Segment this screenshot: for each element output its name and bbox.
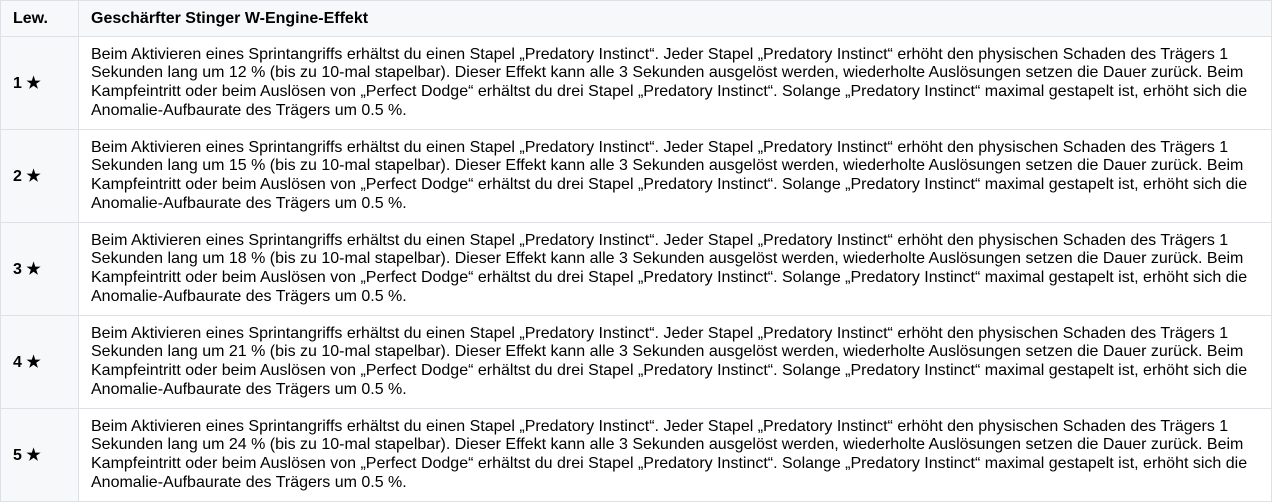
level-cell: 1 ★ [1,37,79,130]
level-cell: 3 ★ [1,223,79,316]
table-row [1,409,1272,502]
table-row [1,223,1272,316]
table-row [1,130,1272,223]
level-cell: 2 ★ [1,130,79,223]
effect-cell: Beim Aktivieren eines Sprintangriffs erhältst du einen Stapel „Predatory Instinct“. Jeder Stapel „Predatory Instinct“ erhöht den physischen Schaden des Trägers 1 Sekunden lang um 21 % (bis zu 10-mal stapelbar). Dieser Effekt kann alle 3 Sekunden ausgelöst werden, wiederholte Auslösungen setzen die Dauer zurück. Beim Kampfeintritt oder beim Auslösen von „Perfect Dodge“ erhältst du drei Stapel „Predatory Instinct“. Solange „Predatory Instinct“ maximal gestapelt ist, erhöht sich die Anomalie-Aufbaurate des Trägers um 0.5 %. [79,316,1272,409]
effect-cell: Beim Aktivieren eines Sprintangriffs erhältst du einen Stapel „Predatory Instinct“. Jeder Stapel „Predatory Instinct“ erhöht den physischen Schaden des Trägers 1 Sekunden lang um 15 % (bis zu 10-mal stapelbar). Dieser Effekt kann alle 3 Sekunden ausgelöst werden, wiederholte Auslösungen setzen die Dauer zurück. Beim Kampfeintritt oder beim Auslösen von „Perfect Dodge“ erhältst du drei Stapel „Predatory Instinct“. Solange „Predatory Instinct“ maximal gestapelt ist, erhöht sich die Anomalie-Aufbaurate des Trägers um 0.5 %. [79,130,1272,223]
effect-column-header: Geschärfter Stinger W-Engine-Effekt [79,1,1272,37]
table-header-row [1,1,1272,37]
effect-cell: Beim Aktivieren eines Sprintangriffs erhältst du einen Stapel „Predatory Instinct“. Jeder Stapel „Predatory Instinct“ erhöht den physischen Schaden des Trägers 1 Sekunden lang um 18 % (bis zu 10-mal stapelbar). Dieser Effekt kann alle 3 Sekunden ausgelöst werden, wiederholte Auslösungen setzen die Dauer zurück. Beim Kampfeintritt oder beim Auslösen von „Perfect Dodge“ erhältst du drei Stapel „Predatory Instinct“. Solange „Predatory Instinct“ maximal gestapelt ist, erhöht sich die Anomalie-Aufbaurate des Trägers um 0.5 %. [79,223,1272,316]
level-column-header: Lew. [1,1,79,37]
effect-cell: Beim Aktivieren eines Sprintangriffs erhältst du einen Stapel „Predatory Instinct“. Jeder Stapel „Predatory Instinct“ erhöht den physischen Schaden des Trägers 1 Sekunden lang um 24 % (bis zu 10-mal stapelbar). Dieser Effekt kann alle 3 Sekunden ausgelöst werden, wiederholte Auslösungen setzen die Dauer zurück. Beim Kampfeintritt oder beim Auslösen von „Perfect Dodge“ erhältst du drei Stapel „Predatory Instinct“. Solange „Predatory Instinct“ maximal gestapelt ist, erhöht sich die Anomalie-Aufbaurate des Trägers um 0.5 %. [79,409,1272,502]
level-cell: 5 ★ [1,409,79,502]
table-row [1,316,1272,409]
level-cell: 4 ★ [1,316,79,409]
effect-cell: Beim Aktivieren eines Sprintangriffs erhältst du einen Stapel „Predatory Instinct“. Jeder Stapel „Predatory Instinct“ erhöht den physischen Schaden des Trägers 1 Sekunden lang um 12 % (bis zu 10-mal stapelbar). Dieser Effekt kann alle 3 Sekunden ausgelöst werden, wiederholte Auslösungen setzen die Dauer zurück. Beim Kampfeintritt oder beim Auslösen von „Perfect Dodge“ erhältst du drei Stapel „Predatory Instinct“. Solange „Predatory Instinct“ maximal gestapelt ist, erhöht sich die Anomalie-Aufbaurate des Trägers um 0.5 %. [79,37,1272,130]
table-row [1,37,1272,130]
